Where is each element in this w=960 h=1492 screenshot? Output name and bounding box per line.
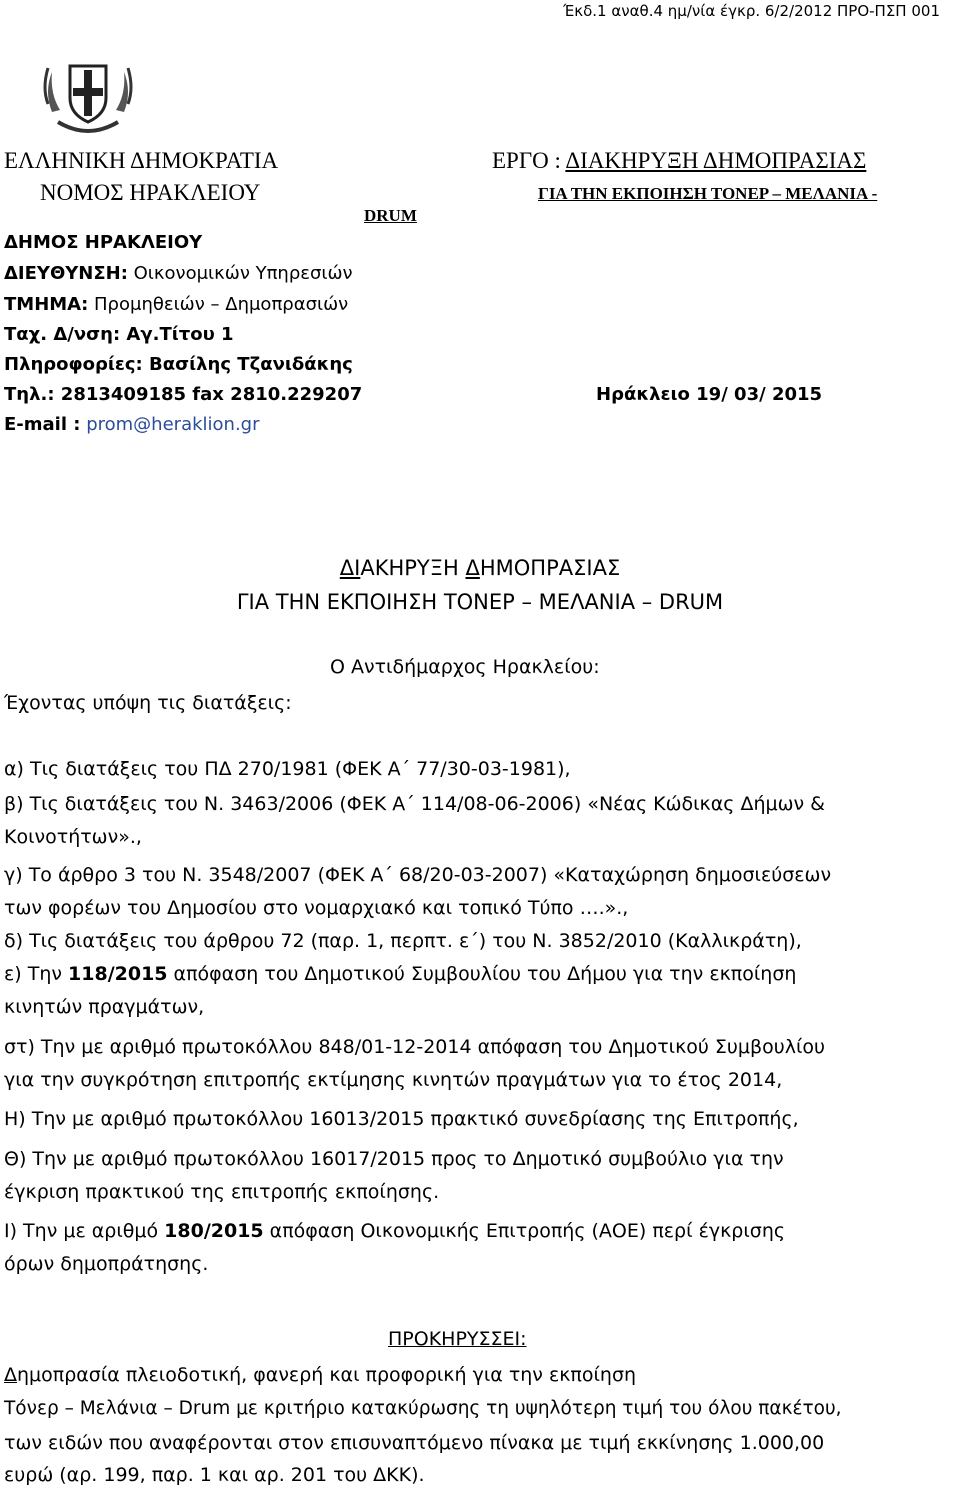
item-e-line1 (4, 963, 796, 985)
auction-line1-text: ημοπρασία πλειοδοτική, φανερή και προφορική για την εκποίηση (17, 1364, 637, 1386)
item-i-line2: όρων δημοπράτησης. (4, 1253, 209, 1275)
item-e-prefix: ε) Την (4, 963, 69, 985)
item-e-suffix: απόφαση του Δημοτικού Συμβουλίου του Δήμου για την εκποίηση (167, 963, 797, 985)
auction-line3: των ειδών που αναφέρονται στον επισυναπτόμενο πίνακα με τιμή εκκίνησης 1.000,00 (4, 1432, 825, 1454)
phone-value: 2813409185 fax 2810.229207 (54, 384, 363, 405)
main-title (0, 556, 960, 580)
auction-line4: ευρώ (αρ. 199, παρ. 1 και αρ. 201 του ΔΚΚ). (4, 1464, 425, 1486)
item-b-line1: β) Τις διατάξεις του Ν. 3463/2006 (ΦΕΚ Α΄ 114/08-06-2006) «Νέας Κώδικας Δήμων & (4, 793, 825, 815)
address-value: Αγ.Τίτου 1 (120, 324, 234, 345)
address (4, 324, 234, 345)
main-subtitle: ΓΙΑ ΤΗΝ ΕΚΠΟΙΗΣΗ ΤΟΝΕΡ – ΜΕΛΑΝΙΑ – DRUM (236, 590, 724, 614)
municipality-name: ΔΗΜΟΣ ΗΡΑΚΛΕΙΟΥ (4, 232, 203, 253)
auction-first-letter: Δ (4, 1364, 17, 1386)
item-th-line1: Θ) Την με αριθμό πρωτοκόλλου 16017/2015 προς το Δημοτικό συμβούλιο για την (4, 1148, 784, 1170)
item-h: Η) Την με αριθμό πρωτοκόλλου 16013/2015 πρακτικό συνεδρίασης της Επιτροπής, (4, 1108, 799, 1130)
department-label: ΤΜΗΜΑ: (4, 294, 89, 315)
address-label: Ταχ. Δ/νση: (4, 324, 121, 345)
title-demo-rest: ΗΜΟΠΡΑΣΙΑΣ (479, 556, 621, 580)
greek-emblem-icon (38, 52, 138, 142)
project-subtitle-drum: DRUM (364, 206, 417, 225)
project-title: ΔΙΑΚΗΡΥΞΗ ΔΗΜΟΠΡΑΣΙΑΣ (565, 148, 867, 173)
email-link[interactable]: prom@heraklion.gr (80, 414, 260, 435)
project-label: ΕΡΓΟ : (492, 148, 566, 173)
item-i-line1 (4, 1220, 785, 1242)
phone-label: Τηλ.: (4, 384, 55, 405)
department-value: Προμηθειών – Δημοπρασιών (88, 294, 349, 315)
item-e-decision-number: 118/2015 (68, 963, 168, 985)
phone-fax (4, 384, 362, 405)
directorate-label: ΔΙΕΥΘΥΝΣΗ: (4, 263, 128, 284)
deputy-mayor: Ο Αντιδήμαρχος Ηρακλείου: (330, 656, 600, 678)
city-date: Ηράκλειο 19/ 03/ 2015 (596, 384, 823, 405)
item-i-decision-number: 180/2015 (164, 1220, 264, 1242)
auction-line2: Τόνερ – Μελάνια – Drum με κριτήριο κατακύρωσης τη υψηλότερη τιμή του όλου πακέτου, (4, 1398, 842, 1419)
title-demo-d: Δ (465, 556, 480, 580)
item-i-suffix: απόφαση Οικονομικής Επιτροπής (ΑΟΕ) περί έγκρισης (263, 1220, 786, 1242)
title-underlined-part: ΔΙ (339, 556, 361, 580)
item-e-line2: κινητών πραγμάτων, (4, 996, 205, 1018)
email (4, 414, 260, 435)
item-i-prefix: Ι) Την με αριθμό (4, 1220, 165, 1242)
contact-person (4, 354, 353, 375)
item-th-line2: έγκριση πρακτικού της επιτροπής εκποίησης. (4, 1181, 440, 1203)
email-label: E-mail : (4, 414, 81, 435)
item-f-line1: στ) Την με αριθμό πρωτοκόλλου 848/01-12-2014 απόφαση του Δημοτικού Συμβουλίου (4, 1036, 826, 1058)
header-republic: ΕΛΛΗΝΙΚΗ ΔΗΜΟΚΡΑΤΙΑ (4, 148, 279, 173)
project-subtitle: ΓΙΑ ΤΗΝ ΕΚΠΟΙΗΣΗ ΤΟΝΕΡ – ΜΕΛΑΝΙΑ - (538, 184, 878, 203)
item-a: α) Τις διατάξεις του ΠΔ 270/1981 (ΦΕΚ Α΄ 77/30-03-1981), (4, 758, 571, 780)
header-prefecture: ΝΟΜΟΣ ΗΡΑΚΛΕΙΟΥ (40, 180, 261, 205)
item-b-line2: Κοινοτήτων»., (4, 826, 142, 848)
considering-provisions: Έχοντας υπόψη τις διατάξεις: (4, 692, 292, 714)
directorate-value: Οικονομικών Υπηρεσιών (127, 263, 353, 284)
project-line (492, 148, 866, 174)
item-c-line1: γ) Το άρθρο 3 του Ν. 3548/2007 (ΦΕΚ Α΄ 68/20-03-2007) «Καταχώρηση δημοσιεύσεων (4, 864, 832, 886)
item-c-line2: των φορέων του Δημοσίου στο νομαρχιακό και τοπικό Τύπο ….»., (4, 897, 629, 919)
proclaims-heading: ΠΡΟΚΗΡΥΣΣΕΙ: (388, 1328, 527, 1350)
auction-line1 (4, 1364, 636, 1386)
title-rest: ΑΚΗΡΥΞΗ (360, 556, 466, 580)
department (4, 294, 348, 315)
item-f-line2: για την συγκρότηση επιτροπής εκτίμησης κινητών πραγμάτων για το έτος 2014, (4, 1069, 783, 1091)
document-reference: Έκδ.1 αναθ.4 ημ/νία έγκρ. 6/2/2012 ΠΡΟ-ΠΣΠ 001 (563, 2, 940, 20)
directorate (4, 263, 353, 284)
contact-label: Πληροφορίες: (4, 354, 143, 375)
contact-value: Βασίλης Τζανιδάκης (142, 354, 353, 375)
item-d: δ) Τις διατάξεις του άρθρου 72 (παρ. 1, περπτ. ε΄) του Ν. 3852/2010 (Καλλικράτη), (4, 930, 802, 952)
